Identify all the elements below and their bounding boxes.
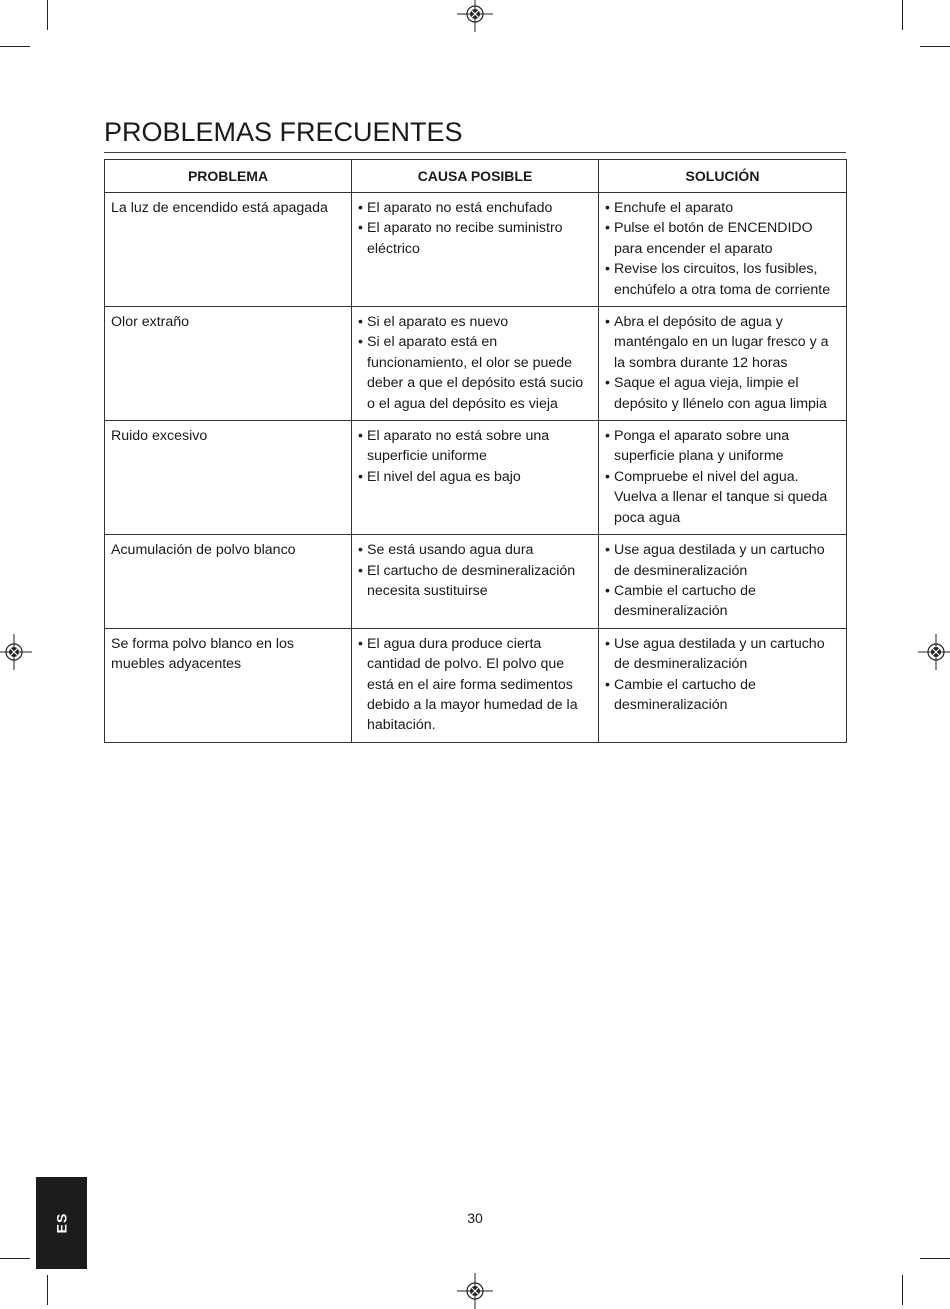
cause-item: • El nivel del agua es bajo — [358, 467, 592, 487]
solution-item: • Compruebe el nivel del agua. Vuelva a llenar el tanque si queda poca agua — [605, 467, 840, 528]
problem-cell: Ruido excesivo — [105, 421, 352, 535]
crop-mark — [47, 0, 48, 30]
solution-cell — [599, 535, 847, 629]
language-tab — [36, 1177, 87, 1269]
cause-cell — [352, 628, 599, 742]
problem-cell: Se forma polvo blanco en los muebles adyacentes — [105, 628, 352, 742]
header-solution: SOLUCIÓN — [599, 160, 847, 193]
solution-item: • Cambie el cartucho de desmineralización — [605, 675, 840, 716]
cause-cell — [352, 535, 599, 629]
solution-item: • Enchufe el aparato — [605, 198, 840, 218]
registration-mark-icon — [0, 634, 32, 670]
table-row — [105, 628, 847, 742]
solution-cell — [599, 628, 847, 742]
cause-cell — [352, 193, 599, 307]
cause-item: • El aparato no está sobre una superficie uniforme — [358, 426, 592, 467]
troubleshooting-table — [104, 159, 847, 743]
solution-item: • Abra el depósito de agua y manténgalo en un lugar fresco y a la sombra durante 12 horas — [605, 312, 840, 373]
table-row — [105, 307, 847, 421]
cause-cell — [352, 307, 599, 421]
solution-item: • Pulse el botón de ENCENDIDO para encender el aparato — [605, 218, 840, 259]
table-row — [105, 421, 847, 535]
crop-mark — [0, 46, 30, 47]
cause-item: • El aparato no recibe suministro eléctrico — [358, 218, 592, 259]
solution-item: • Saque el agua vieja, limpie el depósito y llénelo con agua limpia — [605, 373, 840, 414]
crop-mark — [47, 1275, 48, 1305]
cause-item: • Si el aparato es nuevo — [358, 312, 592, 332]
solution-item: • Use agua destilada y un cartucho de desmineralización — [605, 634, 840, 675]
solution-item: • Cambie el cartucho de desmineralización — [605, 581, 840, 622]
page-number: 30 — [467, 1210, 483, 1226]
cause-item: • El cartucho de desmineralización necesita sustituirse — [358, 561, 592, 602]
solution-item: • Revise los circuitos, los fusibles, enchúfelo a otra toma de corriente — [605, 259, 840, 300]
registration-mark-icon — [457, 1273, 493, 1309]
solution-cell — [599, 421, 847, 535]
problem-cell: Acumulación de polvo blanco — [105, 535, 352, 629]
cause-item: • El agua dura produce cierta cantidad de polvo. El polvo que está en el aire forma sedimentos debido a la mayor humedad de la habitación. — [358, 634, 592, 736]
solution-cell — [599, 193, 847, 307]
registration-mark-icon — [918, 634, 950, 670]
cause-cell — [352, 421, 599, 535]
problem-cell: La luz de encendido está apagada — [105, 193, 352, 307]
registration-mark-icon — [457, 0, 493, 32]
crop-mark — [902, 1275, 903, 1305]
solution-item: • Use agua destilada y un cartucho de desmineralización — [605, 540, 840, 581]
header-cause: CAUSA POSIBLE — [352, 160, 599, 193]
table-header-row — [105, 160, 847, 193]
language-code: ES — [53, 1212, 70, 1234]
solution-item: • Ponga el aparato sobre una superficie plana y uniforme — [605, 426, 840, 467]
cause-item: • Se está usando agua dura — [358, 540, 592, 560]
crop-mark — [902, 0, 903, 30]
table-row — [105, 193, 847, 307]
solution-cell — [599, 307, 847, 421]
crop-mark — [920, 1258, 950, 1259]
problem-cell: Olor extraño — [105, 307, 352, 421]
cause-item: • El aparato no está enchufado — [358, 198, 592, 218]
page-title: PROBLEMAS FRECUENTES — [104, 116, 846, 153]
crop-mark — [920, 46, 950, 47]
cause-item: • Si el aparato está en funcionamiento, el olor se puede deber a que el depósito está sucio o el agua del depósito es vieja — [358, 332, 592, 414]
crop-mark — [0, 1258, 30, 1259]
table-row — [105, 535, 847, 629]
header-problem: PROBLEMA — [105, 160, 352, 193]
